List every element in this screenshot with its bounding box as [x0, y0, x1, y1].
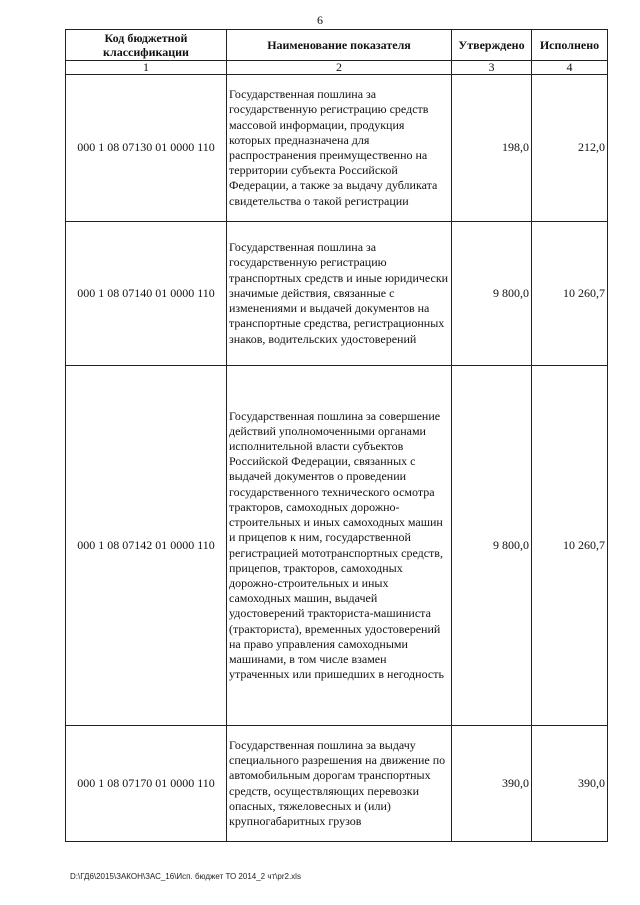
budget-table — [65, 29, 608, 842]
budget-code: 000 1 08 07170 01 0000 110 — [66, 726, 227, 842]
indicator-name: Государственная пошлина за совершение действий уполномоченными органами исполнительной власти субъектов Российской Федерации, связанных с выдачей документов о проведении государственного технического осмотра тракторов, самоходных дорожно-строительных и иных самоходных машин и прицепов к ним, государственной регистрацией мототранспортных средств, прицепов, тракторов, самоходных дорожно-строительных и иных самоходных машин, выдачей удостоверений тракториста-машиниста (тракториста), временных удостоверений на право управления самоходными машинами, в том числе взамен утраченных или пришедших в негодность — [227, 366, 452, 726]
file-path-footer: D:\ГД6\2015\ЗАКОН\ЗАС_16\Исп. бюджет ТО 2014_2 чт\pr2.xls — [70, 872, 301, 881]
table-header-row — [66, 30, 608, 61]
approved-value: 390,0 — [452, 726, 532, 842]
approved-value: 198,0 — [452, 75, 532, 222]
header-executed: Исполнено — [532, 30, 608, 61]
approved-value: 9 800,0 — [452, 222, 532, 366]
table-row — [66, 366, 608, 726]
budget-code: 000 1 08 07140 01 0000 110 — [66, 222, 227, 366]
header-code: Код бюджетной классификации — [66, 30, 227, 61]
indicator-name: Государственная пошлина за выдачу специального разрешения на движение по автомобильным дорогам транспортных средств, осуществляющих перевозки опасных, тяжеловесных и (или) крупногабаритных грузов — [227, 726, 452, 842]
budget-code: 000 1 08 07130 01 0000 110 — [66, 75, 227, 222]
header-name: Наименование показателя — [227, 30, 452, 61]
table-row — [66, 75, 608, 222]
approved-value: 9 800,0 — [452, 366, 532, 726]
table-row — [66, 726, 608, 842]
executed-value: 212,0 — [532, 75, 608, 222]
column-number-row — [66, 61, 608, 75]
indicator-name: Государственная пошлина за государственную регистрацию транспортных средств и иные юридически значимые действия, связанные с изменениями и выдачей документов на транспортные средства, регистрационных знаков, водительских удостоверений — [227, 222, 452, 366]
column-number: 1 — [66, 61, 227, 75]
column-number: 4 — [532, 61, 608, 75]
column-number: 3 — [452, 61, 532, 75]
indicator-name: Государственная пошлина за государственную регистрацию средств массовой информации, продукция которых предназначена для распространения преимущественно на территории субъекта Российской Федерации, а также за выдачу дубликата свидетельства о такой регистрации — [227, 75, 452, 222]
header-approved: Утверждено — [452, 30, 532, 61]
executed-value: 10 260,7 — [532, 366, 608, 726]
page-number: 6 — [317, 13, 323, 27]
table-row — [66, 222, 608, 366]
budget-code: 000 1 08 07142 01 0000 110 — [66, 366, 227, 726]
executed-value: 390,0 — [532, 726, 608, 842]
column-number: 2 — [227, 61, 452, 75]
executed-value: 10 260,7 — [532, 222, 608, 366]
